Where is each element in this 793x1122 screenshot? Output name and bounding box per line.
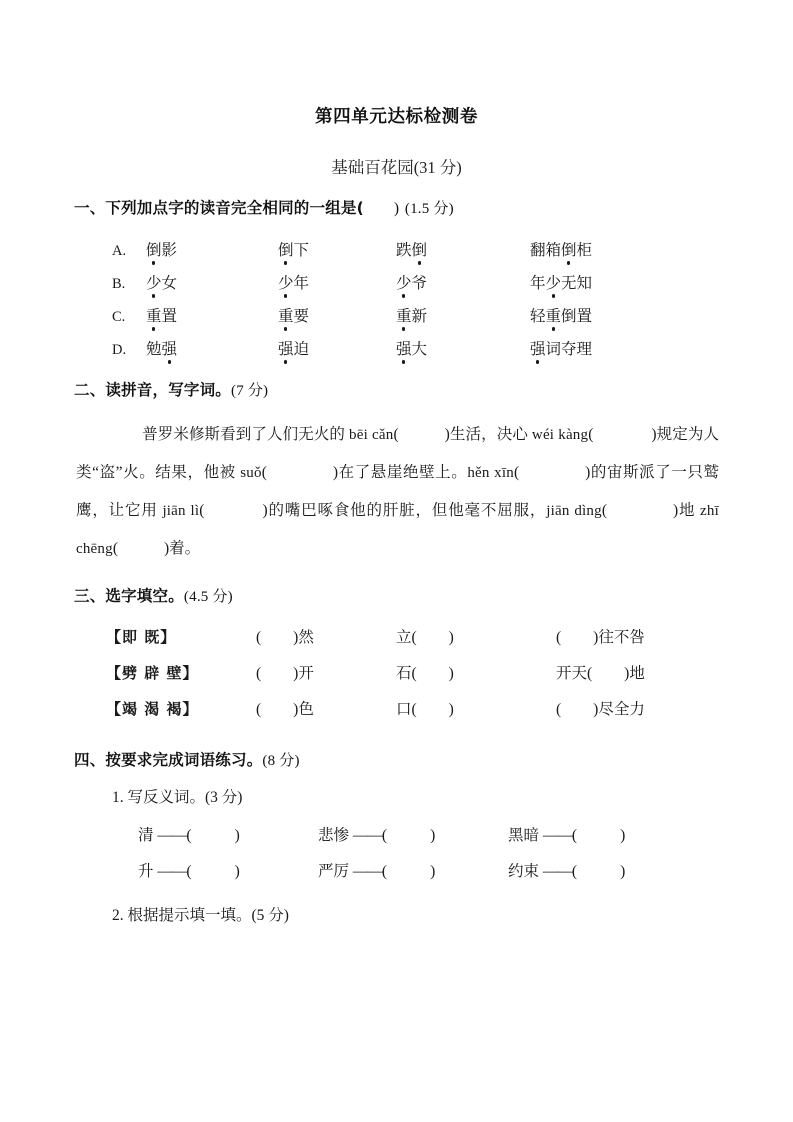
section-1-number: 一、 (74, 199, 106, 217)
pinyin-3: suǒ (240, 465, 262, 481)
paren-open-4: ( (513, 464, 520, 481)
char: 夺 (561, 340, 577, 358)
character-select-table (106, 618, 645, 726)
section-1-title: 下列加点字的读音完全相同的一组是( (105, 199, 364, 217)
char: 新 (411, 307, 428, 325)
antonym-dash: ——( (157, 863, 191, 880)
antonym-item-1-1[interactable] (138, 816, 318, 852)
select-prefix: ( (256, 665, 262, 682)
select-item-1-3[interactable] (556, 618, 645, 654)
antonym-source-word: 约束 (508, 863, 543, 880)
select-item-3-3[interactable] (556, 690, 645, 726)
subsection-1-label: 1. 写反义词。 (112, 789, 206, 806)
select-item-3-2[interactable] (396, 690, 556, 726)
antonym-row-2 (138, 852, 688, 888)
paragraph-text-1: 普罗米修斯看到了人们无火的 (142, 426, 350, 443)
choice-c-word-3 (396, 298, 530, 331)
pinyin-6: jiān dìng (546, 503, 602, 519)
choice-c-word-4 (530, 298, 670, 331)
choice-b-word-3 (396, 265, 530, 298)
antonym-source-word: 黑暗 (508, 827, 543, 844)
section-3-points: (4.5 分) (183, 589, 233, 605)
char-group-2: 【劈 辟 壁】 (106, 663, 199, 682)
char-group-3: 【竭 渴 褐】 (106, 699, 199, 718)
char: 倒 (561, 307, 577, 325)
subsection-1-points: (3 分) (205, 789, 243, 806)
section-2-heading (72, 378, 721, 400)
select-item-1-1[interactable] (256, 618, 396, 654)
section-1-points: (1.5 分) (404, 201, 454, 217)
emphasis-dot-char: 强 (396, 337, 412, 359)
select-paren-close: ) (448, 629, 454, 646)
paragraph-text-4: )在了悬崖绝壁上。 (332, 464, 468, 481)
char: 迫 (293, 340, 310, 358)
antonyms-table (138, 816, 688, 888)
char: 女 (161, 274, 178, 292)
choice-d-word-4 (530, 331, 670, 364)
page-subtitle: 基础百花园(31 分) (331, 158, 462, 177)
paragraph-text-5: )的宙斯派了一只鹫鹰，让它用 (76, 464, 720, 519)
select-paren-close: ) (293, 701, 299, 718)
choice-d-word-2 (278, 331, 396, 364)
choice-d-word-3 (396, 331, 530, 364)
select-prefix: ( (556, 701, 562, 718)
emphasis-dot-char: 重 (146, 304, 162, 326)
emphasis-dot-char: 倒 (412, 238, 428, 260)
antonym-dash: ——( (542, 863, 577, 880)
select-paren-close: ) (593, 629, 599, 646)
antonym-item-2-3[interactable] (508, 852, 688, 888)
antonym-dash: ——( (352, 863, 387, 880)
char: 年 (530, 274, 546, 292)
select-prefix: 立( (396, 629, 417, 646)
choice-label-c: C. (112, 308, 126, 325)
antonym-paren-close: ) (234, 827, 240, 844)
char: 年 (293, 274, 310, 292)
choice-row-a[interactable] (112, 232, 670, 265)
choice-row-b[interactable] (112, 265, 670, 298)
paren-open-3: ( (261, 464, 267, 481)
choice-c-word-1 (146, 298, 278, 331)
char: 爷 (411, 274, 428, 292)
antonym-item-1-3[interactable] (508, 816, 688, 852)
antonym-dash: ——( (352, 827, 387, 844)
char: 勉 (146, 340, 162, 358)
antonym-row-1 (138, 816, 688, 852)
antonym-paren-close: ) (430, 863, 436, 880)
paren-open-1: ( (393, 426, 399, 443)
antonym-paren-close: ) (234, 863, 240, 880)
emphasis-dot-char: 强 (162, 337, 178, 359)
choices-table (112, 232, 670, 364)
select-row-3 (106, 690, 645, 726)
char-group-1: 【即 既】 (106, 627, 177, 646)
antonym-source-word: 悲惨 (318, 827, 353, 844)
choice-row-c[interactable] (112, 298, 670, 331)
select-row-2 (106, 654, 645, 690)
select-prefix: 石( (396, 665, 417, 682)
select-item-1-2[interactable] (396, 618, 556, 654)
antonym-paren-close: ) (430, 827, 436, 844)
char: 置 (576, 307, 593, 325)
select-prefix: ( (256, 629, 262, 646)
select-suffix: 往不咎 (598, 629, 645, 646)
choice-b-word-2 (278, 265, 396, 298)
antonym-dash: ——( (157, 827, 191, 844)
antonym-item-2-1[interactable] (138, 852, 318, 888)
char: 要 (293, 307, 310, 325)
subsection-2-points: (5 分) (251, 907, 289, 924)
choice-label-b: B. (112, 275, 126, 292)
emphasis-dot-char: 倒 (146, 238, 162, 260)
select-item-3-1[interactable] (256, 690, 396, 726)
emphasis-dot-char: 重 (396, 304, 412, 326)
paragraph-text-7: )地 (672, 502, 701, 519)
emphasis-dot-char: 少 (146, 271, 162, 293)
select-prefix: ( (556, 629, 562, 646)
emphasis-dot-char: 重 (546, 304, 562, 326)
emphasis-dot-char: 倒 (561, 238, 577, 260)
pinyin-paragraph (72, 400, 721, 568)
emphasis-dot-char: 强 (278, 337, 294, 359)
section-4-number: 四、 (74, 751, 106, 769)
select-suffix: 然 (298, 629, 314, 646)
select-paren-close: ) (448, 701, 454, 718)
emphasis-dot-char: 少 (278, 271, 294, 293)
pinyin-1: bēi cǎn (349, 427, 394, 443)
section-3-number: 三、 (74, 587, 106, 605)
select-suffix: 色 (298, 701, 314, 718)
char: 跌 (396, 241, 412, 259)
paragraph-text-3: )规定为人类“盗”火。结果，他被 (76, 426, 719, 481)
paragraph-text-8: )着。 (164, 540, 201, 557)
char: 影 (161, 241, 178, 259)
char: 轻 (530, 307, 546, 325)
choice-a-word-3 (396, 232, 530, 265)
section-1-heading (72, 196, 721, 218)
paren-open-6: ( (601, 502, 607, 519)
antonym-item-2-2[interactable] (318, 852, 508, 888)
antonym-source-word: 清 (138, 827, 158, 844)
choice-c-word-2 (278, 298, 396, 331)
select-paren-close: ) (624, 665, 630, 682)
char: 箱 (545, 241, 562, 259)
antonym-paren-close: ) (620, 827, 626, 844)
page-title: 第四单元达标检测卷 (315, 107, 478, 127)
select-paren-close: ) (448, 665, 454, 682)
choice-b-word-4 (530, 265, 670, 298)
select-item-2-3[interactable] (556, 654, 645, 690)
antonym-dash: ——( (542, 827, 577, 844)
paren-open-5: ( (199, 502, 205, 519)
antonym-source-word: 严厉 (318, 863, 353, 880)
pinyin-2: wéi kàng (531, 427, 589, 443)
select-paren-close: ) (293, 629, 299, 646)
paren-open-7: ( (112, 540, 118, 557)
choice-d-word-1 (146, 331, 278, 364)
select-suffix: 开 (298, 665, 314, 682)
subsection-2-label: 2. 根据提示填一填。 (112, 907, 252, 924)
subsection-2-heading (72, 888, 721, 925)
char: 翻 (530, 241, 546, 259)
section-4-points: (8 分) (262, 753, 300, 769)
char: 理 (576, 340, 593, 358)
char: 无 (561, 274, 577, 292)
select-prefix: 口( (396, 701, 417, 718)
choice-b-word-1 (146, 265, 278, 298)
choice-a-word-4 (530, 232, 670, 265)
section-3-heading (72, 584, 721, 606)
section-4-title: 按要求完成词语练习。 (105, 751, 263, 769)
choice-a-word-1 (146, 232, 278, 265)
pinyin-4: hěn xīn (467, 465, 514, 481)
char: 词 (545, 340, 562, 358)
emphasis-dot-char: 倒 (278, 238, 294, 260)
emphasis-dot-char: 少 (546, 271, 562, 293)
select-suffix: 地 (629, 665, 645, 682)
antonym-source-word: 升 (138, 863, 158, 880)
paragraph-text-2: )生活，决心 (444, 426, 532, 443)
emphasis-dot-char: 重 (278, 304, 294, 326)
pinyin-5: jiān lì (162, 503, 200, 519)
subsection-1-heading (72, 770, 721, 807)
pinyin-7: zhī chēng (76, 503, 719, 557)
select-prefix: ( (256, 701, 262, 718)
choice-row-d[interactable] (112, 331, 670, 364)
select-paren-close: ) (293, 665, 299, 682)
paragraph-text-6: )的嘴巴啄食他的肝脏，但他毫不屈服， (262, 502, 547, 519)
section-4-heading (72, 734, 721, 770)
emphasis-dot-char: 强 (530, 337, 546, 359)
choice-label-a: A. (112, 242, 127, 259)
section-2-number: 二、 (74, 381, 106, 399)
char: 大 (411, 340, 428, 358)
select-prefix: 开天( (556, 665, 593, 682)
section-3-title: 选字填空。 (105, 587, 184, 605)
section-2-title: 读拼音，写字词。 (105, 381, 232, 399)
select-item-2-2[interactable] (396, 654, 556, 690)
select-paren-close: ) (593, 701, 599, 718)
section-1-paren-close: ) (393, 200, 400, 217)
char: 置 (161, 307, 178, 325)
emphasis-dot-char: 少 (396, 271, 412, 293)
choice-a-word-2 (278, 232, 396, 265)
char: 知 (576, 274, 593, 292)
choice-label-d: D. (112, 341, 127, 358)
section-2-points: (7 分) (231, 383, 269, 399)
char: 柜 (576, 241, 593, 259)
char: 下 (293, 241, 310, 259)
antonym-item-1-2[interactable] (318, 816, 508, 852)
select-item-2-1[interactable] (256, 654, 396, 690)
select-row-1 (106, 618, 645, 654)
paren-open-2: ( (588, 426, 594, 443)
select-suffix: 尽全力 (598, 701, 645, 718)
antonym-paren-close: ) (620, 863, 626, 880)
